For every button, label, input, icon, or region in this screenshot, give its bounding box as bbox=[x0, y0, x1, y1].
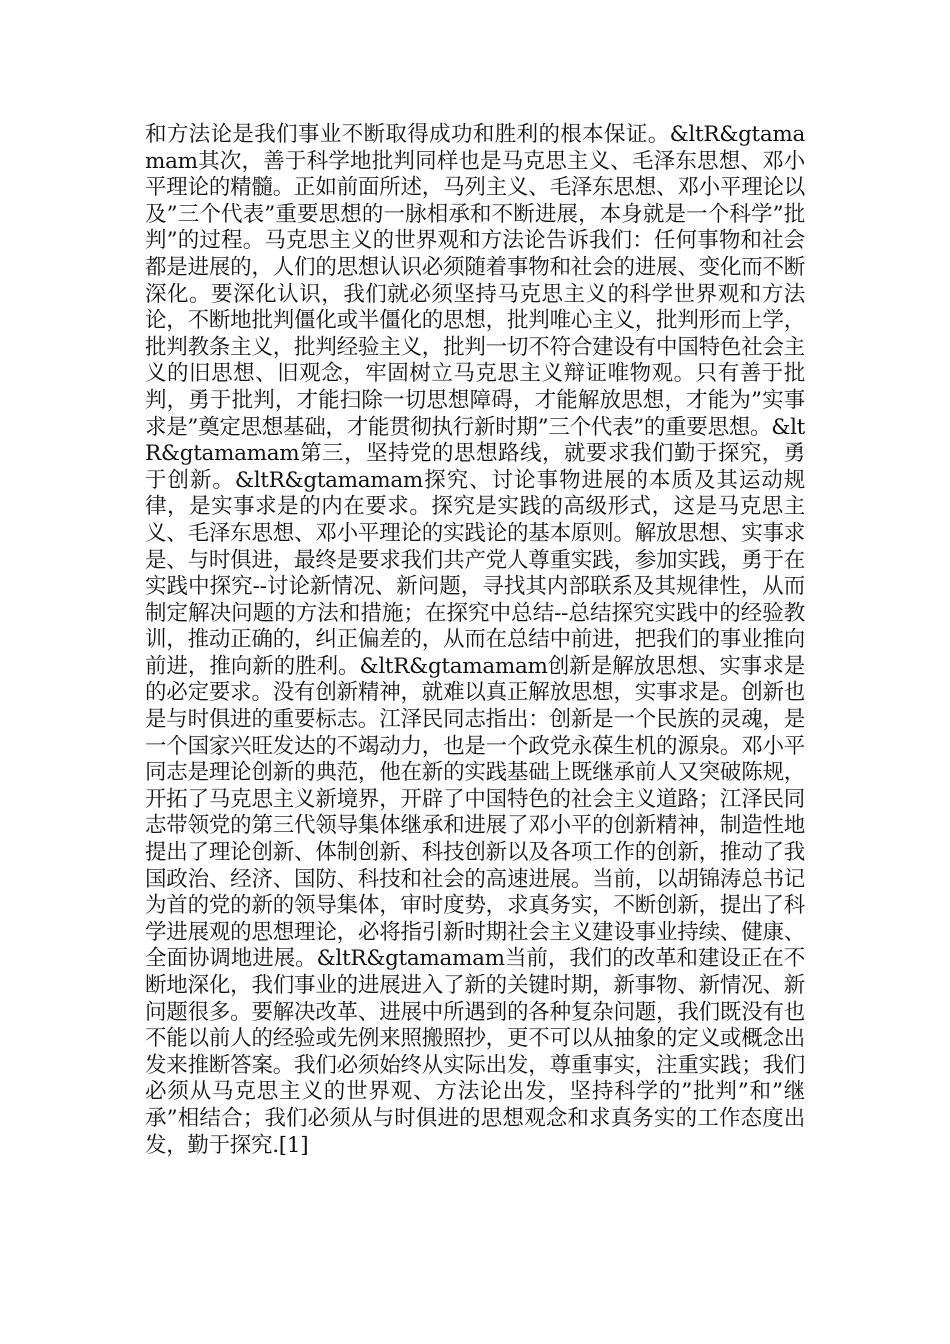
body-text: 和方法论是我们事业不断取得成功和胜利的根本保证。&ltR&gtamamam其次，善于科学地批判同样也是马克思主义、毛泽东思想、邓小平理论的精髓。正如前面所述，马列主义、毛泽东思想、邓小平理论以及”三个代表”重要思想的一脉相承和不断进展，本身就是一个科学”批判”的过程。马克思主义的世界观和方法论告诉我们：任何事物和社会都是进展的，人们的思想认识必须随着事物和社会的进展、变化而不断深化。要深化认识，我们就必须坚持马克思主义的科学世界观和方法论，不断地批判僵化或半僵化的思想，批判唯心主义，批判形而上学，批判教条主义，批判经验主义，批判一切不符合建设有中国特色社会主义的旧思想、旧观念，牢固树立马克思主义辩证唯物观。只有善于批判，勇于批判，才能扫除一切思想障碍，才能解放思想，才能为”实事求是”奠定思想基础，才能贯彻执行新时期”三个代表”的重要思想。&ltR&gtamamam第三，坚持党的思想路线，就要求我们勤于探究，勇于创新。&ltR&gtamamam探究、讨论事物进展的本质及其运动规律，是实事求是的内在要求。探究是实践的高级形式，这是马克思主义、毛泽东思想、邓小平理论的实践论的基本原则。解放思想、实事求是、与时俱进，最终是要求我们共产党人尊重实践，参加实践，勇于在实践中探究--讨论新情况、新问题，寻找其内部联系及其规律性，从而制定解决问题的方法和措施；在探究中总结--总结探究实践中的经验教训，推动正确的，纠正偏差的，从而在总结中前进，把我们的事业推向前进，推向新的胜利。&ltR&gtamamam创新是解放思想、实事求是的必定要求。没有创新精神，就难以真正解放思想，实事求是。创新也是与时俱进的重要标志。江泽民同志指出：创新是一个民族的灵魂，是一个国家兴旺发达的不竭动力，也是一个政党永葆生机的源泉。邓小平同志是理论创新的典范，他在新的实践基础上既继承前人又突破陈规，开拓了马克思主义新境界，开辟了中国特色的社会主义道路；江泽民同志带领党的第三代领导集体继承和进展了邓小平的创新精神，制造性地提出了理论创新、体制创新、科技创新以及各项工作的创新，推动了我国政治、经济、国防、科技和社会的高速进展。当前，以胡锦涛总书记为首的党的新的领导集体，审时度势，求真务实，不断创新，提出了科学进展观的思想理论，必将指引新时期社会主义建设事业持续、健康、全面协调地进展。&ltR&gtamamam当前，我们的改革和建设正在不断地深化，我们事业的进展进入了新的关键时期，新事物、新情况、新问题很多。要解决改革、进展中所遇到的各种复杂问题，我们既没有也不能以前人的经验或先例来照搬照抄，更不可以从抽象的定义或概念出发来推断答案。我们必须始终从实际出发，尊重事实，注重实践；我们必须从马克思主义的世界观、方法论出发，坚持科学的”批判”和”继承”相结合；我们必须从与时俱进的思想观念和求真务实的工作态度出发，勤于探究.[1] bbox=[145, 122, 805, 1158]
